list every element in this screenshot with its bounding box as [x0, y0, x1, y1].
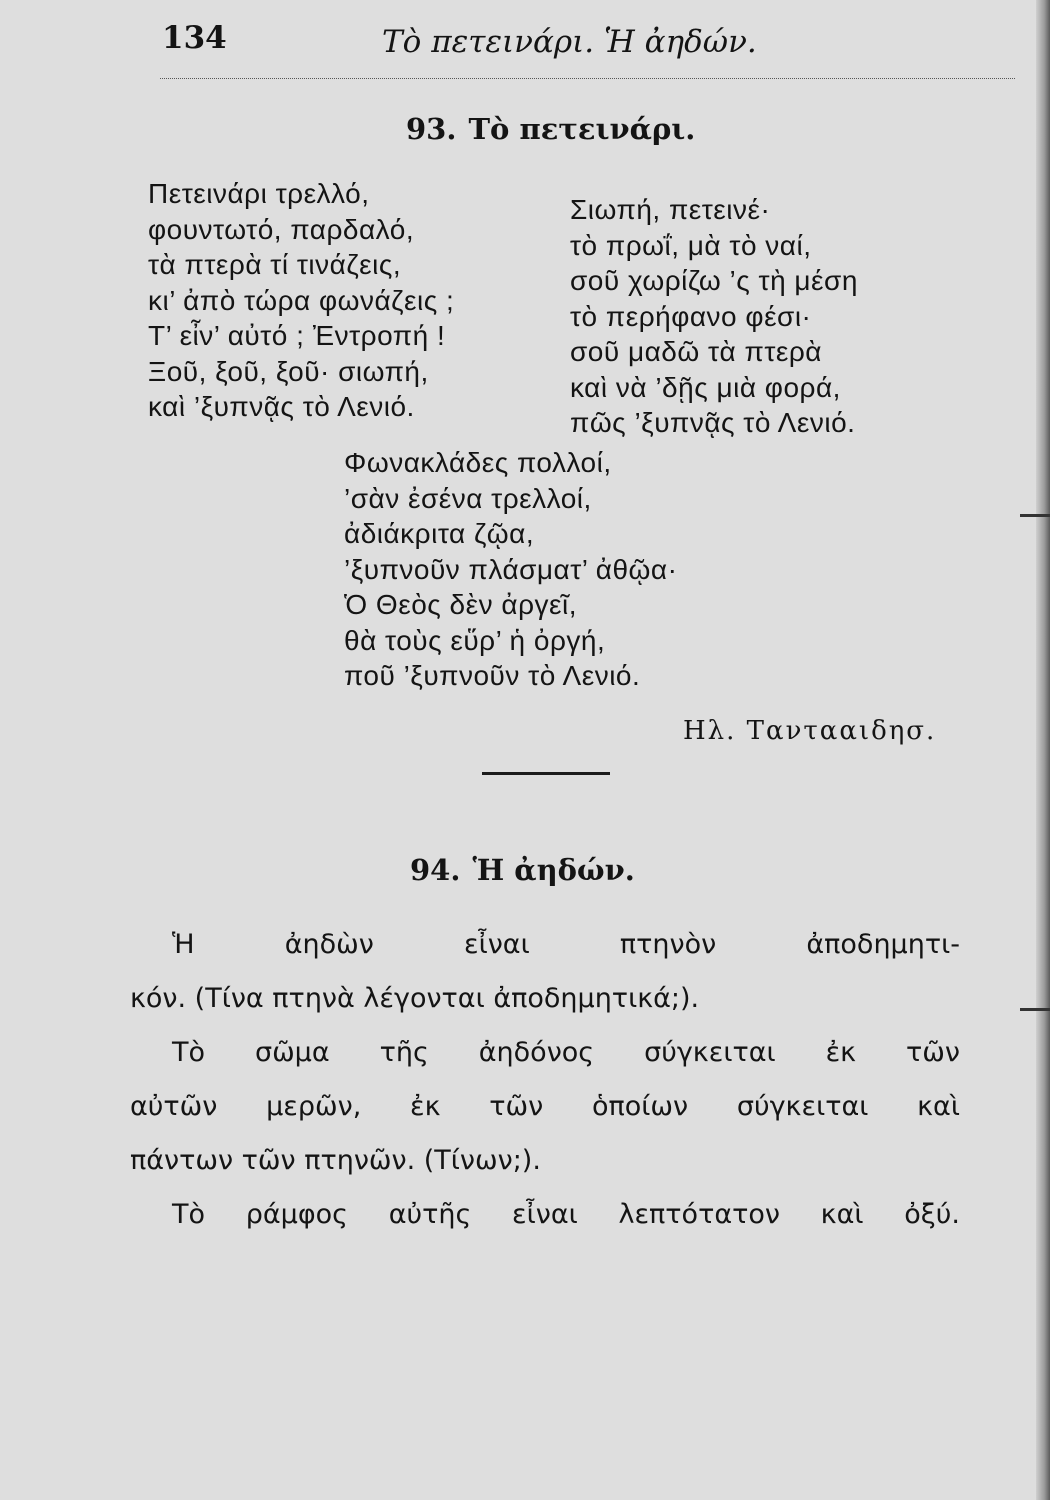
poem-heading [406, 112, 695, 146]
lesson-title: Ἡ ἀηδών. [472, 853, 635, 887]
verse-line: ἀδιάκριτα ζῷα, [344, 518, 535, 549]
page-edge-notch [1020, 1008, 1050, 1011]
verse-line: τὰ πτερὰ τί τινάζεις, [148, 249, 402, 280]
page-edge [1036, 0, 1050, 1500]
stanza-center [344, 445, 677, 694]
verse-line: κι’ ἀπὸ τώρα φωνάζεις ; [148, 284, 455, 316]
stanza-right [570, 192, 858, 441]
verse-line: Ξοῦ, ξοῦ, ξοῦ· σιωπή, [148, 355, 429, 387]
text-line: κόν. (Τίνα πτηνὰ λέγονται ἀποδημητικά;). [130, 983, 700, 1014]
verse-line: καὶ ’ξυπνᾷς τὸ Λενιό. [148, 391, 415, 422]
verse-line: πῶς ’ξυπνᾷς τὸ Λενιό. [570, 407, 856, 438]
poem-author: Ηλ. Ταντααιδησ. [683, 716, 937, 746]
section-divider [482, 772, 610, 775]
lesson-heading [410, 853, 635, 887]
verse-line: Ὁ Θεὸς δὲν ἀργεῖ, [344, 589, 577, 620]
lesson-number: 94. [410, 853, 461, 887]
page-number: 134 [162, 20, 227, 56]
verse-line: καὶ νὰ ’δῇς μιὰ φορά, [570, 371, 841, 403]
page-header [160, 18, 1015, 79]
text-line: Ἡ ἀηδὼν εἶναι πτηνὸν ἀποδημητι- [172, 929, 960, 960]
verse-line: τὸ περήφανο φέσι· [570, 300, 812, 332]
running-title: Τὸ πετεινάρι. Ἡ ἀηδών. [382, 24, 757, 60]
lesson-text [130, 918, 960, 1242]
verse-line: θὰ τοὺς εὕρ’ ἡ ὀργή, [344, 624, 606, 656]
verse-line: Τ’ εἶν’ αὐτό ; Ἐντροπή ! [148, 320, 446, 351]
text-line: πάντων τῶν πτηνῶν. (Τίνων;). [130, 1145, 541, 1176]
verse-line: ’ξυπνοῦν πλάσματ’ ἀθῷα· [344, 553, 678, 585]
verse-line: ποῦ ’ξυπνοῦν τὸ Λενιό. [344, 660, 641, 691]
text-line: αὐτῶν μερῶν, ἐκ τῶν ὁποίων σύγκειται καὶ [130, 1091, 960, 1122]
verse-line: ’σὰν ἐσένα τρελλοί, [344, 482, 592, 514]
verse-line: Πετεινάρι τρελλό, [148, 178, 370, 209]
poem-title: Τὸ πετεινάρι. [468, 112, 696, 146]
verse-line: σοῦ χωρίζω ’ς τὴ μέση [570, 265, 858, 296]
verse-line: φουντωτό, παρδαλό, [148, 213, 415, 245]
verse-line: Φωνακλάδες πολλοί, [344, 447, 612, 478]
stanza-left [148, 176, 454, 425]
verse-line: Σιωπή, πετεινέ· [570, 194, 771, 225]
verse-line: σοῦ μαδῶ τὰ πτερὰ [570, 336, 822, 367]
text-line: Τὸ σῶμα τῆς ἀηδόνος σύγκειται ἐκ τῶν [172, 1037, 960, 1068]
verse-line: τὸ πρωΐ, μὰ τὸ ναί, [570, 229, 812, 261]
text-line: Τὸ ράμφος αὐτῆς εἶναι λεπτότατον καὶ ὀξύ. [172, 1199, 960, 1230]
page-edge-notch [1020, 514, 1050, 517]
poem-number: 93. [406, 112, 457, 146]
